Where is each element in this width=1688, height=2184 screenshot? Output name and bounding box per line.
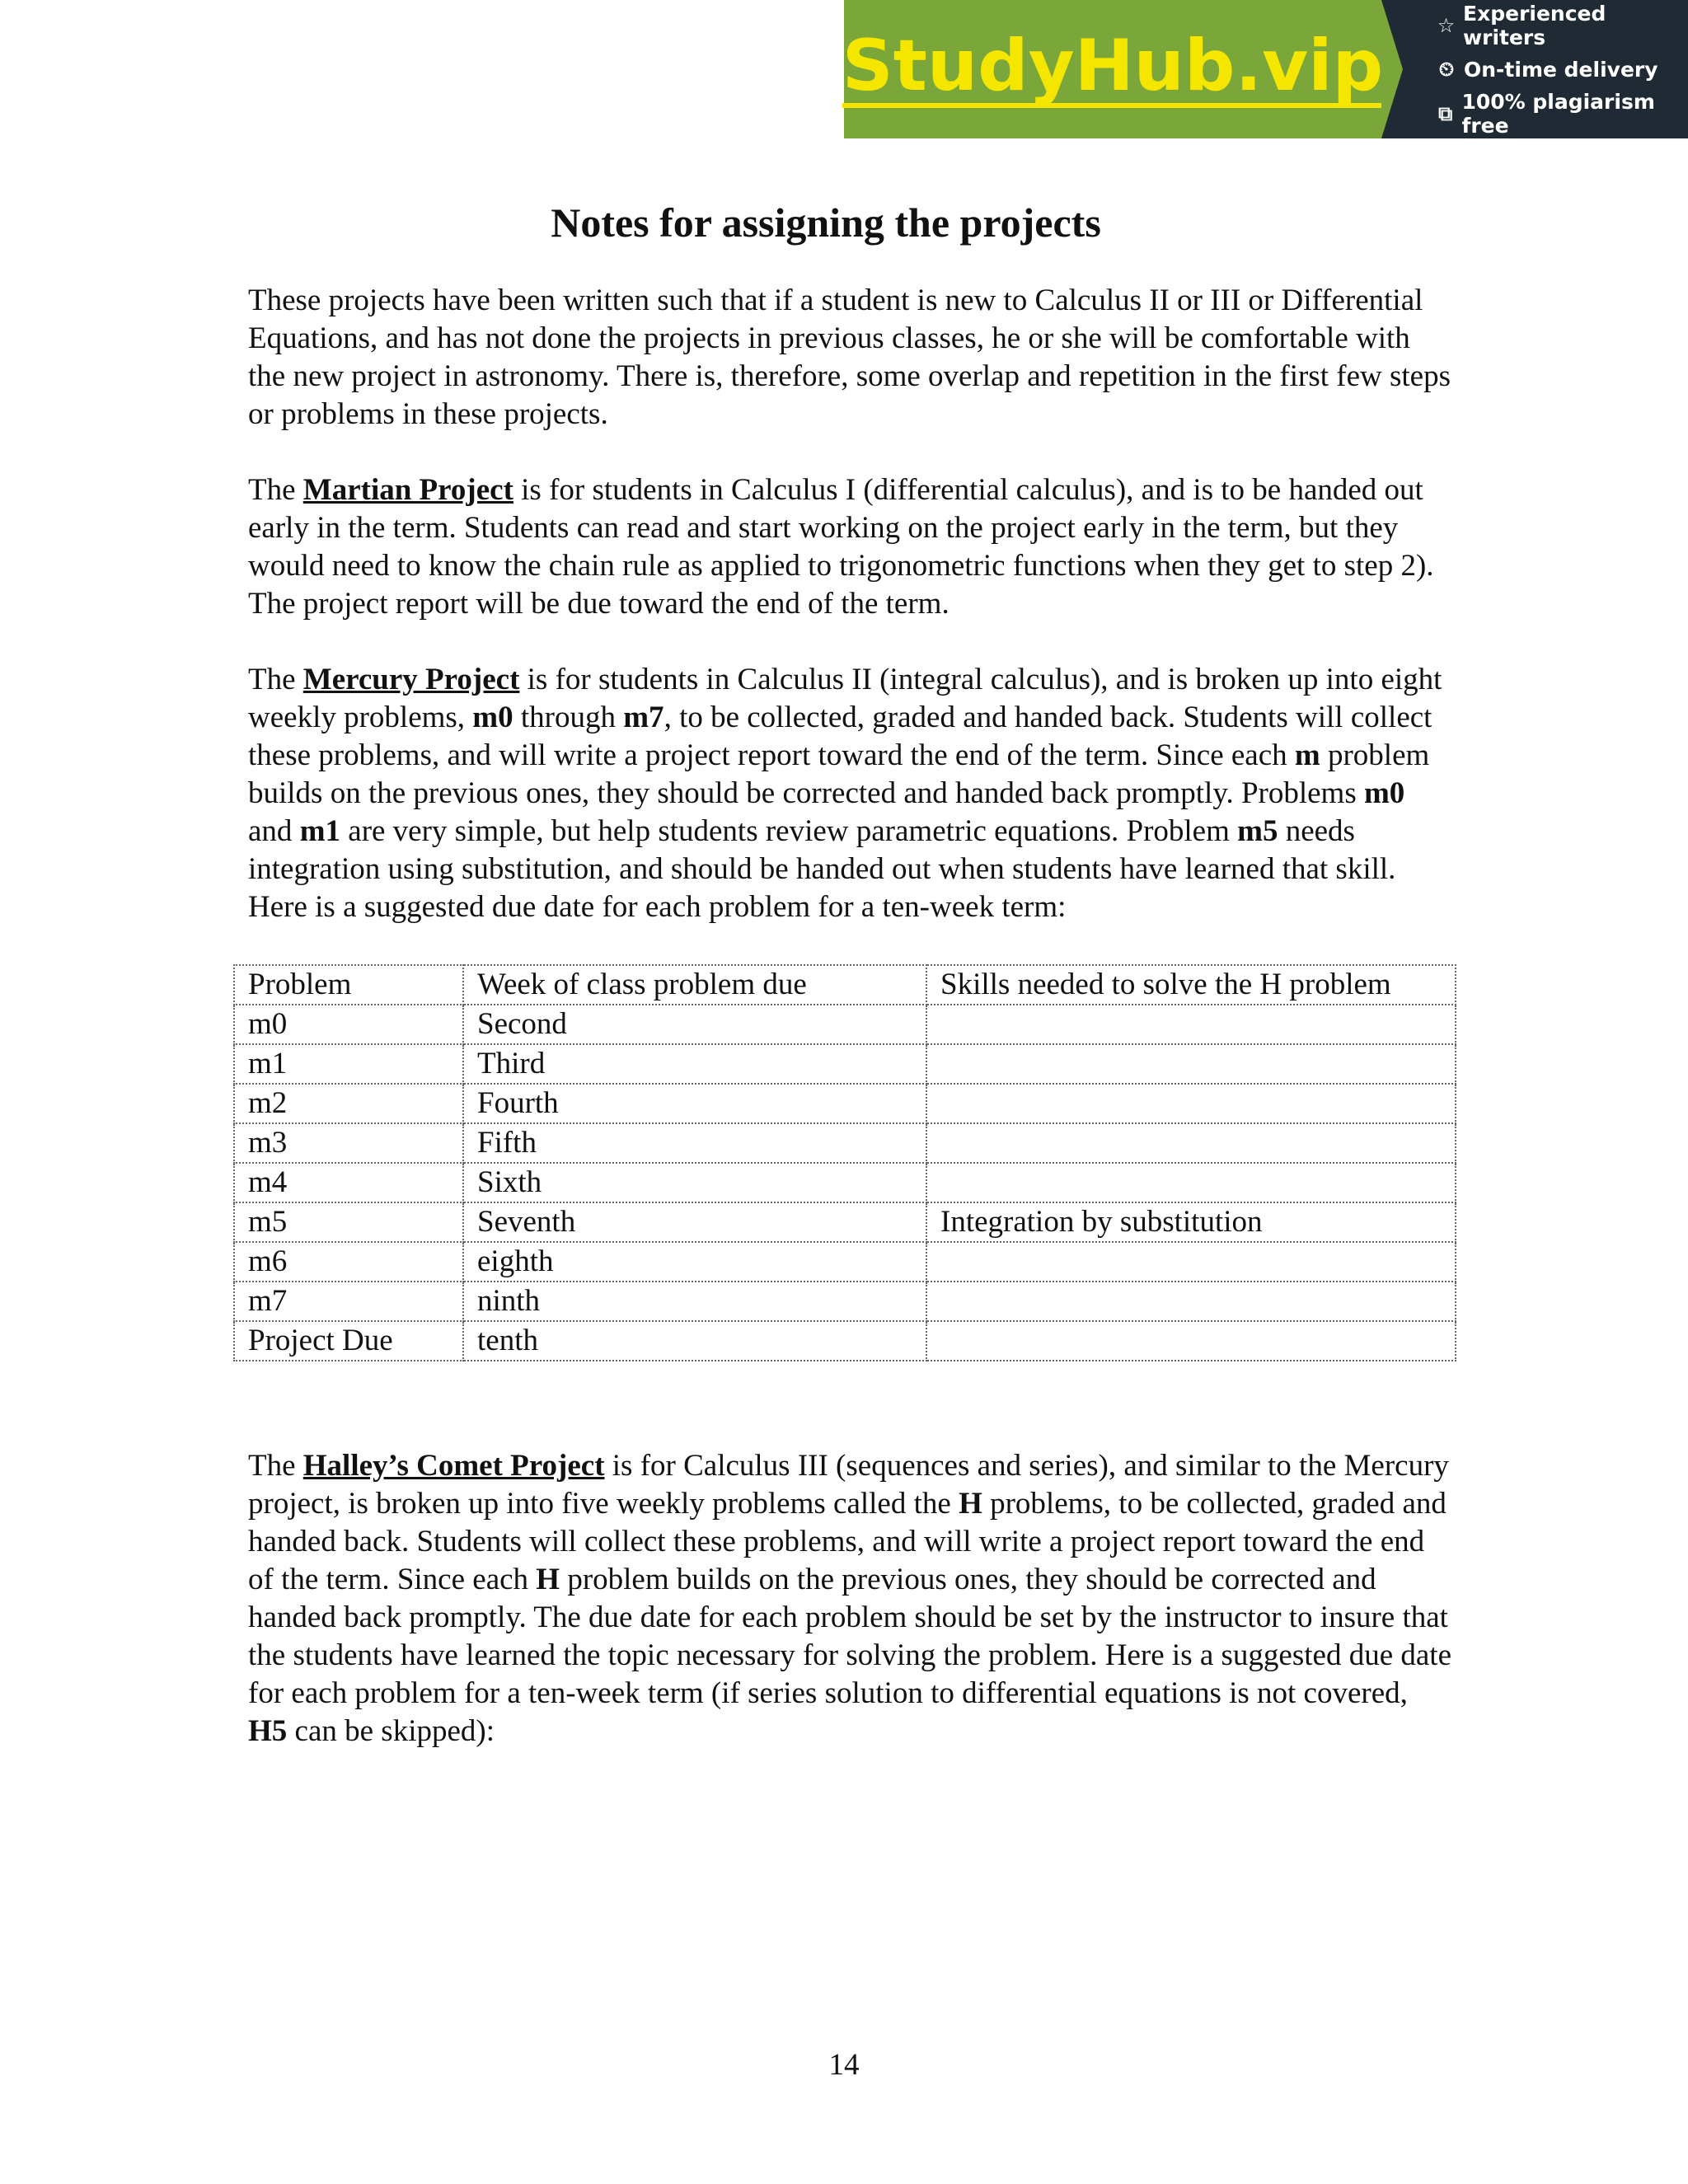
table-cell [926, 1044, 1456, 1084]
table-row [234, 1242, 1456, 1282]
table-cell: ninth [463, 1282, 926, 1321]
copy-icon: ⧉ [1438, 101, 1453, 125]
table-header-row [234, 965, 1456, 1005]
feature-experienced-writers [1434, 2, 1688, 49]
bold-term: m [1294, 738, 1320, 772]
table-header-cell: Skills needed to solve the H problem [926, 965, 1456, 1005]
bold-term: H5 [248, 1714, 288, 1748]
page-title: Notes for assigning the projects [551, 199, 1101, 246]
table-cell [926, 1282, 1456, 1321]
table-row [234, 1123, 1456, 1163]
table-row [234, 1282, 1456, 1321]
text: needs integration using substitution, and should be handed out when students have learned that skill. Here is a suggested due date for each problem for a ten-week term: [248, 814, 1396, 924]
table-cell: Second [463, 1005, 926, 1044]
table-cell [926, 1242, 1456, 1282]
text: is for students in Calculus II (integral calculus), and is broken up into eight weekly problems, [248, 663, 1442, 734]
studyhub-banner[interactable] [844, 0, 1688, 138]
text: The [248, 473, 303, 507]
text: The [248, 663, 303, 696]
bold-term: m0 [472, 701, 513, 734]
table-cell: m3 [234, 1123, 463, 1163]
table-row [234, 1084, 1456, 1123]
banner-arrow-shape [1381, 0, 1403, 138]
table-cell: Fourth [463, 1084, 926, 1123]
martian-paragraph [248, 471, 1451, 623]
table-cell: Project Due [234, 1321, 463, 1361]
text: and [248, 814, 300, 848]
text: are very simple, but help students review parametric equations. Problem [340, 814, 1238, 848]
studyhub-logo[interactable] [842, 0, 1384, 138]
text: The [248, 1449, 303, 1483]
table-cell: Third [463, 1044, 926, 1084]
table-cell: m5 [234, 1202, 463, 1242]
page-number: 14 [828, 2048, 860, 2082]
text: problems, to be collected, graded and handed back. Students will collect these problems, and will write a project report toward the end of the term. Since each [248, 1487, 1447, 1596]
text: , to be collected, graded and handed back. Students will collect these problems, and will write a project report toward the end of the term. Since each [248, 701, 1432, 772]
table-row [234, 1005, 1456, 1044]
table-row [234, 1321, 1456, 1361]
document-body [248, 198, 1451, 1788]
feature-label: 100% plagiarism free [1461, 89, 1655, 138]
mercury-paragraph [248, 661, 1451, 926]
text: is for students in Calculus I (differential calculus), and is to be handed out early in the term. Students can read and start working on the project early in the term, but they would need to know the chain rule as applied to trigonometric functions when they get to step 2). The project report will be due toward the end of the term. [248, 473, 1434, 621]
intro-paragraph: These projects have been written such that if a student is new to Calculus II or III or Differential Equations, and has not done the projects in previous classes, he or she will be comfortable with the new project in astronomy. There is, therefore, some overlap and repetition in the first few steps or problems in these projects. [248, 284, 1451, 431]
table-cell: Sixth [463, 1163, 926, 1202]
bold-term: m1 [299, 814, 341, 848]
due-date-table [233, 964, 1456, 1361]
text: can be skipped): [287, 1714, 495, 1748]
bold-term: m7 [623, 701, 664, 734]
table-cell: Integration by substitution [926, 1202, 1456, 1242]
table-row [234, 1163, 1456, 1202]
table-cell: tenth [463, 1321, 926, 1361]
table-cell [926, 1123, 1456, 1163]
text: problem builds on the previous ones, they should be corrected and handed back promptly. The due date for each problem should be set by the instructor to insure that the students have learned the topic necessary for solving the problem. Here is a suggested due date for each problem for a ten-week term (if series solution to differential equations is not covered, [248, 1563, 1452, 1710]
table-cell: m7 [234, 1282, 463, 1321]
table-cell [926, 1163, 1456, 1202]
text: is for Calculus III (sequences and series), and similar to the Mercury project, is broken up into five weekly problems called the [248, 1449, 1449, 1521]
star-icon: ☆ [1437, 13, 1456, 37]
feature-plagiarism-free [1434, 90, 1688, 138]
banner-features [1381, 0, 1688, 138]
table-cell: m2 [234, 1084, 463, 1123]
feature-label: Experienced writers [1463, 1, 1606, 49]
martian-project-title: Martian Project [302, 473, 513, 507]
feature-on-time-delivery [1434, 58, 1688, 82]
table-cell: m6 [234, 1242, 463, 1282]
table-cell: Seventh [463, 1202, 926, 1242]
table-cell: m4 [234, 1163, 463, 1202]
table-cell [926, 1084, 1456, 1123]
table-cell: Fifth [463, 1123, 926, 1163]
table-row [234, 1202, 1456, 1242]
table-cell [926, 1321, 1456, 1361]
bold-term: H [536, 1563, 560, 1596]
halley-paragraph [248, 1447, 1451, 1750]
table-cell: m1 [234, 1044, 463, 1084]
table-cell: eighth [463, 1242, 926, 1282]
table-cell: m0 [234, 1005, 463, 1044]
bold-term: H [959, 1487, 982, 1521]
text: through [513, 701, 624, 734]
bold-term: m0 [1363, 776, 1405, 810]
table-row [234, 1044, 1456, 1084]
halley-project-title: Halley’s Comet Project [302, 1449, 605, 1483]
table-header-cell: Problem [234, 965, 463, 1005]
bold-term: m5 [1237, 814, 1278, 848]
logo-text: StudyHub.vip [842, 25, 1384, 107]
clock-icon: ⏲ [1438, 58, 1455, 81]
table-header-cell: Week of class problem due [463, 965, 926, 1005]
mercury-project-title: Mercury Project [302, 663, 520, 696]
table-cell [926, 1005, 1456, 1044]
feature-label: On-time delivery [1464, 57, 1658, 82]
text: problem builds on the previous ones, they should be corrected and handed back promptly. Problems [248, 738, 1430, 810]
